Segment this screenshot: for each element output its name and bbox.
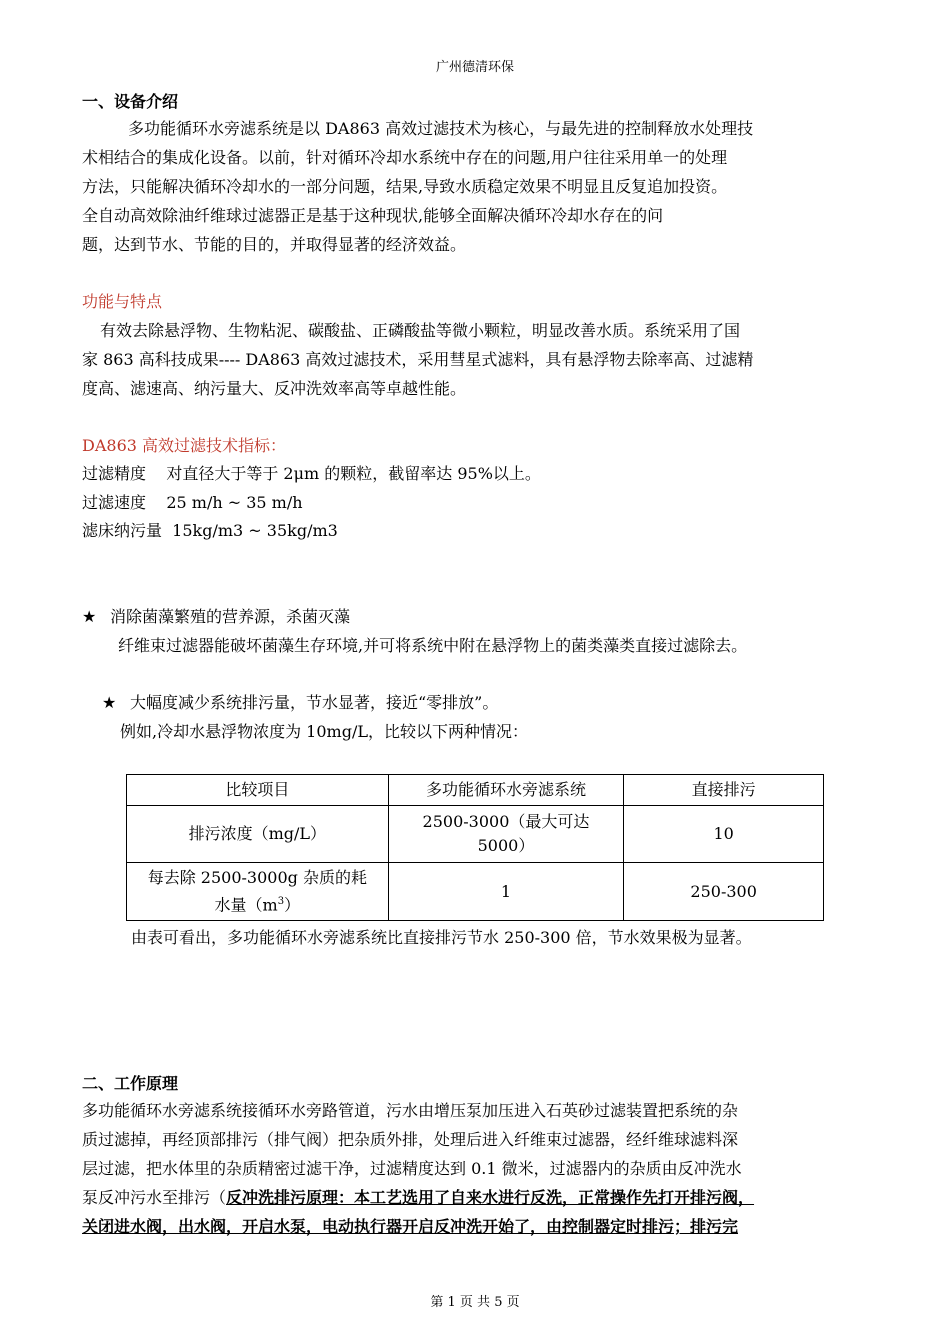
table-cell-system	[388, 806, 624, 863]
section2-line-4	[82, 1183, 754, 1212]
table-header-item: 比较项目	[127, 775, 389, 806]
spec-speed: 过滤速度 25 m/h ~ 35 m/h	[82, 493, 303, 512]
bullet1-title: 消除菌藻繁殖的营养源，杀菌灭藻	[110, 607, 351, 626]
table-row	[127, 806, 824, 863]
section1-line-2: 术相结合的集成化设备。以前，针对循环冷却水系统中存在的问题,用户往往采用单一的处理	[82, 148, 728, 167]
spec-precision: 过滤精度 对直径大于等于 2μm 的颗粒，截留率达 95%以上。	[82, 464, 541, 483]
table-row	[127, 863, 824, 921]
specs-title: DA863 高效过滤技术指标：	[82, 436, 287, 455]
table-cell-item-sup: 3	[277, 895, 285, 907]
table-cell-direct: 10	[624, 806, 824, 863]
table-cell-system: 1	[388, 863, 624, 921]
section1-line-3: 方法，只能解决循环冷却水的一部分问题，结果,导致水质稳定效果不明显且反复追加投资。	[82, 177, 728, 196]
bullet2-star-icon: ★	[102, 693, 117, 712]
table-header-system: 多功能循环水旁滤系统	[388, 775, 624, 806]
bullet2-title: 大幅度减少系统排污量，节水显著，接近“零排放”。	[130, 693, 499, 712]
table-header-direct: 直接排污	[624, 775, 824, 806]
table-cell-item	[127, 863, 389, 921]
features-line-3: 度高、滤速高、纳污量大、反冲洗效率高等卓越性能。	[82, 379, 467, 398]
table-cell-item-tail: ）	[284, 895, 301, 915]
spec-capacity: 滤床纳污量 15kg/m3 ~ 35kg/m3	[82, 521, 338, 540]
features-line-2: 家 863 高科技成果---- DA863 高效过滤技术，采用彗星式滤料，具有悬浮物去除率高、过滤精	[82, 350, 754, 369]
bullet2-desc: 例如,冷却水悬浮物浓度为 10mg/L，比较以下两种情况：	[120, 722, 528, 741]
page-header: 广州德清环保	[435, 60, 514, 75]
backwash-principle-text: 反冲洗排污原理：本工艺选用了自来水进行反洗，正常操作先打开排污阀，	[226, 1188, 755, 1207]
bullet1-star-icon: ★	[82, 607, 97, 626]
section2-line-1: 多功能循环水旁滤系统接循环水旁路管道，污水由增压泵加压进入石英砂过滤装置把系统的杂	[82, 1101, 739, 1120]
table-cell-direct: 250-300	[624, 863, 824, 921]
section1-line-5: 题，达到节水、节能的目的，并取得显著的经济效益。	[82, 235, 467, 254]
features-title: 功能与特点	[82, 292, 163, 311]
page-footer: 第 1 页 共 5 页	[430, 1295, 520, 1310]
table-header-row	[127, 775, 824, 806]
table-cell-system-line1: 2500-3000（最大可达	[422, 812, 590, 831]
section1-line-4: 全自动高效除油纤维球过滤器正是基于这种现状,能够全面解决循环冷却水存在的问	[82, 206, 664, 225]
bullet1-desc: 纤维束过滤器能破坏菌藻生存环境,并可将系统中附在悬浮物上的菌类藻类直接过滤除去。	[118, 636, 748, 655]
section2-title: 二、工作原理	[82, 1074, 179, 1093]
table-cell-item-line2: 水量（m	[214, 895, 278, 915]
section1-line-1: 多功能循环水旁滤系统是以 DA863 高效过滤技术为核心，与最先进的控制释放水处理技	[128, 119, 754, 138]
table-cell-system-line2: 5000）	[477, 836, 535, 855]
section2-line-3: 层过滤，把水体里的杂质精密过滤干净，过滤精度达到 0.1 微米，过滤器内的杂质由反冲洗水	[82, 1159, 742, 1178]
comparison-table	[126, 774, 824, 921]
section1-title: 一、设备介绍	[82, 92, 179, 111]
table-cell-item-line1: 每去除 2500-3000g 杂质的耗	[147, 867, 367, 887]
features-line-1: 有效去除悬浮物、生物粘泥、碳酸盐、正磷酸盐等微小颗粒，明显改善水质。系统采用了国	[100, 321, 741, 340]
section2-line-4-plain: 泵反冲污水至排污（	[82, 1188, 227, 1207]
backwash-principle-line-2: 关闭进水阀，出水阀，开启水泵，电动执行器开启反冲洗开始了，由控制器定时排污；排污完	[82, 1217, 739, 1236]
section2-line-2: 质过滤掉，再经顶部排污（排气阀）把杂质外排，处理后进入纤维束过滤器，经纤维球滤料深	[82, 1130, 739, 1149]
table-cell-item: 排污浓度（mg/L）	[127, 806, 389, 863]
table-conclusion: 由表可看出，多功能循环水旁滤系统比直接排污节水 250-300 倍，节水效果极为显著。	[131, 928, 752, 947]
